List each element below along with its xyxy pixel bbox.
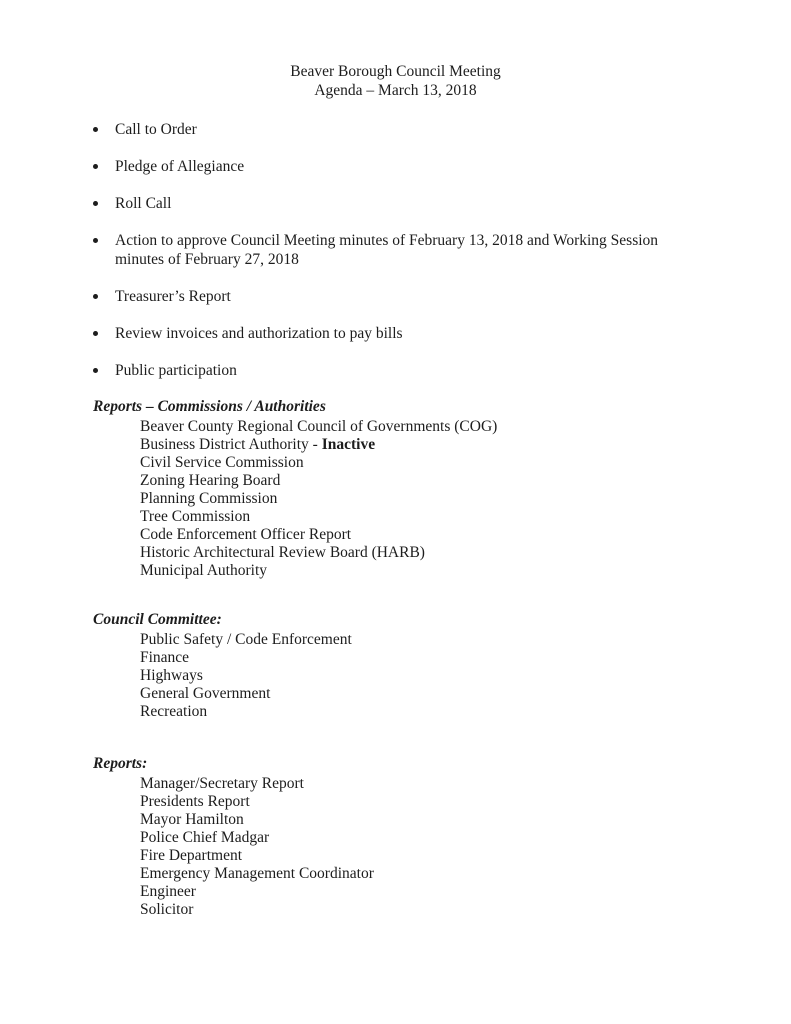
title-line-1: Beaver Borough Council Meeting [290,63,501,80]
section-item [140,472,791,490]
section-item [140,454,791,472]
section-items [140,775,791,919]
section-item-text: Tree Commission [140,508,251,525]
section-item-text: General Government [140,685,271,702]
section-heading: Reports: [93,755,148,772]
agenda-item-text: Call to Order [115,121,197,138]
bullet-icon [93,331,98,336]
section-heading: Council Committee: [93,611,222,628]
title-line-2: Agenda – March 13, 2018 [314,82,477,99]
agenda-item-text: Treasurer’s Report [115,288,231,305]
section-item-text: Mayor Hamilton [140,811,244,828]
agenda-item [93,231,791,269]
section-item [140,436,791,454]
section-items [140,631,791,721]
section-item-text: Business District Authority - [140,436,322,453]
bullet-icon [93,368,98,373]
agenda-item [93,194,791,213]
section-item-text: Presidents Report [140,793,250,810]
section-item [140,901,791,919]
section-item [140,775,791,793]
section-item [140,883,791,901]
section-item-text: Beaver County Regional Council of Governments (COG) [140,418,498,435]
section-item [140,811,791,829]
section-item-text: Planning Commission [140,490,278,507]
section-item [140,544,791,562]
section-item-text: Historic Architectural Review Board (HARB) [140,544,425,561]
bullet-icon [93,127,98,132]
section-item-text: Engineer [140,883,196,900]
section-item [140,703,791,721]
section-item [140,631,791,649]
section-item [140,847,791,865]
document-title [0,62,791,100]
bullet-icon [93,164,98,169]
section-item-text: Police Chief Madgar [140,829,270,846]
section-reports-commissions-authorities [93,398,791,580]
section-item-text: Zoning Hearing Board [140,472,281,489]
section-item-text: Recreation [140,703,208,720]
agenda-item [93,287,791,306]
section-item-text: Emergency Management Coordinator [140,865,374,882]
section-items [140,418,791,580]
section-item [140,418,791,436]
section-item-text: Fire Department [140,847,243,864]
section-item-text: Public Safety / Code Enforcement [140,631,352,648]
agenda-item-text: Public participation [115,362,237,379]
agenda-item-text: Pledge of Allegiance [115,158,245,175]
agenda-item [93,324,791,343]
section-item [140,508,791,526]
section-item [140,526,791,544]
agenda-item-text: Roll Call [115,195,172,212]
bullet-icon [93,238,98,243]
section-council-committee [93,611,791,721]
section-item [140,829,791,847]
bullet-icon [93,201,98,206]
section-item [140,649,791,667]
section-item-text: Solicitor [140,901,194,918]
section-item [140,490,791,508]
agenda-item [93,120,791,139]
agenda-item [93,157,791,176]
section-item-text: Municipal Authority [140,562,268,579]
bullet-icon [93,294,98,299]
section-item [140,667,791,685]
section-item [140,865,791,883]
section-item-text: Highways [140,667,203,684]
agenda-item-text: Review invoices and authorization to pay bills [115,325,403,342]
agenda-bullet-list [93,120,791,380]
section-item-text: Finance [140,649,190,666]
section-reports [93,755,791,919]
section-item-text: Code Enforcement Officer Report [140,526,352,543]
section-item-text: Civil Service Commission [140,454,304,471]
section-item [140,793,791,811]
agenda-item [93,361,791,380]
section-heading: Reports – Commissions / Authorities [93,398,326,415]
section-item [140,685,791,703]
section-item-bold-text: Inactive [321,436,376,453]
agenda-item-text: Action to approve Council Meeting minutes of February 13, 2018 and Working Session minutes of February 27, 2018 [115,232,659,268]
section-item [140,562,791,580]
section-item-text: Manager/Secretary Report [140,775,304,792]
